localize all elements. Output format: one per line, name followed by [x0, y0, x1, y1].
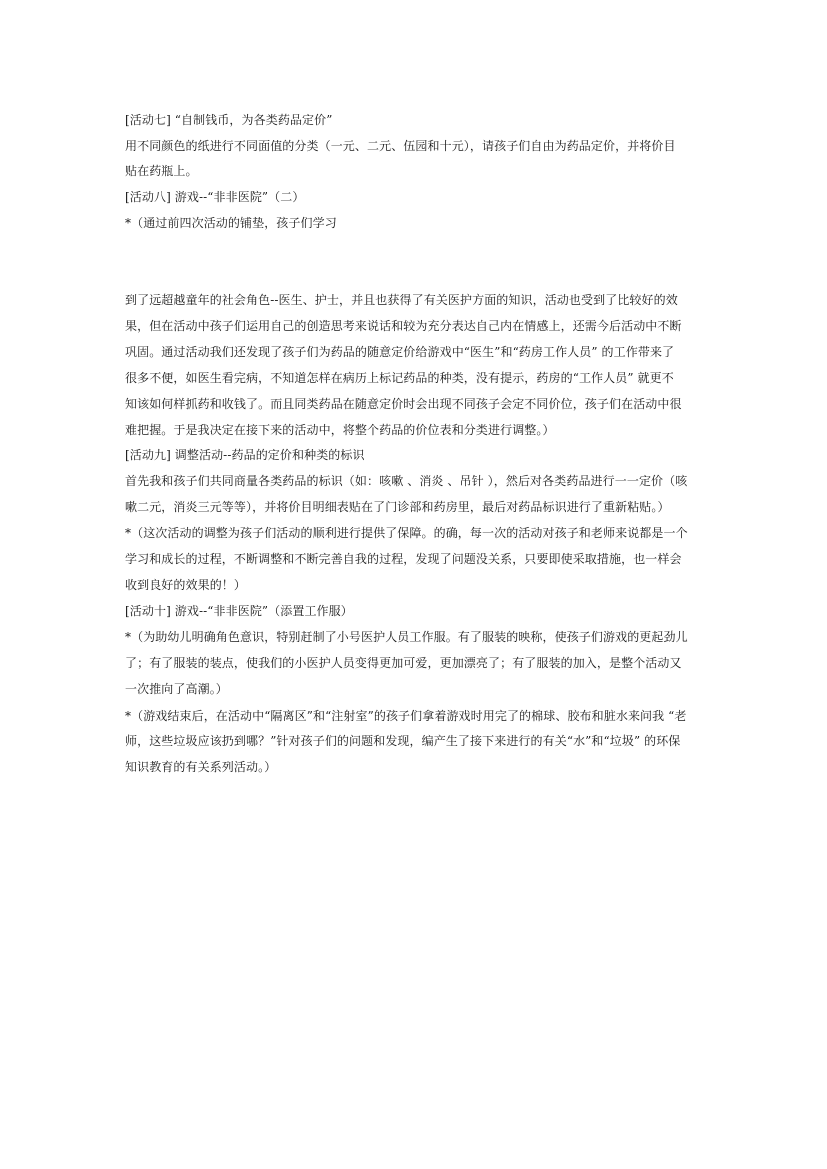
paragraph-line: 很多不便，如医生看完病，不知道怎样在病历上标记药品的种类，没有提示，药房的“工作人员” 就更不 — [125, 371, 674, 385]
paragraph-line: 贴在药瓶上。 — [125, 164, 198, 178]
paragraph-line: 到了远超越童年的社会角色--医生、护士，并且也获得了有关医护方面的知识，活动也受到了比较好的效 — [125, 293, 678, 307]
heading-activity-9: [活动九] 调整活动--药品的定价和种类的标识 — [125, 448, 365, 462]
paragraph-line: 嗽二元，消炎三元等等），并将价目明细表贴在了门诊部和药房里，最后对药品标识进行了重新粘贴。） — [125, 500, 670, 514]
paragraph-line: 果，但在活动中孩子们运用自己的创造思考来说话和较为充分表达自己内在情感上，还需今后活动中不断 — [125, 319, 682, 333]
heading-activity-8: [活动八] 游戏--“非非医院”（二） — [125, 190, 305, 204]
paragraph-line: *（游戏结束后，在活动中“隔离区”和“注射室”的孩子们拿着游戏时用完了的棉球、胶布和脏水来问我 “老 — [125, 709, 687, 723]
paragraph-line: 师，这些垃圾应该扔到哪？”针对孩子们的问题和发现，编产生了接下来进行的有关“水”和“垃圾” 的环保 — [125, 734, 681, 748]
paragraph-line: 收到良好的效果的！） — [125, 578, 247, 592]
paragraph-line: *（通过前四次活动的铺垫，孩子们学习 — [125, 216, 337, 230]
paragraph-line: 巩固。通过活动我们还发现了孩子们为药品的随意定价给游戏中“医生”和“药房工作人员” 的工作带来了 — [125, 345, 675, 359]
paragraph-line: *（这次活动的调整为孩子们活动的顺利进行提供了保障。的确，每一次的活动对孩子和老师来说都是一个 — [125, 526, 688, 540]
heading-activity-7: [活动七] “自制钱币，为各类药品定价” — [125, 113, 333, 127]
paragraph-line: 难把握。于是我决定在接下来的活动中，将整个药品的价位表和分类进行调整。） — [125, 423, 555, 437]
paragraph-line: 知识教育的有关系列活动。） — [125, 760, 277, 774]
paragraph-line: 了；有了服装的装点，使我们的小医护人员变得更加可爱，更加漂亮了；有了服装的加入，是整个活动又 — [125, 656, 682, 670]
paragraph-line: *（为助幼儿明确角色意识，特别赶制了小号医护人员工作服。有了服装的映称，使孩子们游戏的更起劲儿 — [125, 630, 688, 644]
paragraph-line: 用不同颜色的纸进行不同面值的分类（一元、二元、伍园和十元），请孩子们自由为药品定价，并将价目 — [125, 139, 676, 153]
paragraph-line: 知该如何样抓药和收钱了。而且同类药品在随意定价时会出现不同孩子会定不同价位，孩子们在活动中很 — [125, 397, 682, 411]
paragraph-line: 学习和成长的过程，不断调整和不断完善自我的过程，发现了问题没关系，只要即使采取措施，也一样会 — [125, 552, 682, 566]
paragraph-line: 首先我和孩子们共同商量各类药品的标识（如：咳嗽 、消炎 、吊针 ），然后对各类药品进行一一定价（咳 — [125, 474, 688, 488]
heading-activity-10: [活动十] 游戏--“非非医院”（添置工作服） — [125, 604, 353, 618]
paragraph-line: 一次推向了高潮。） — [125, 682, 228, 696]
